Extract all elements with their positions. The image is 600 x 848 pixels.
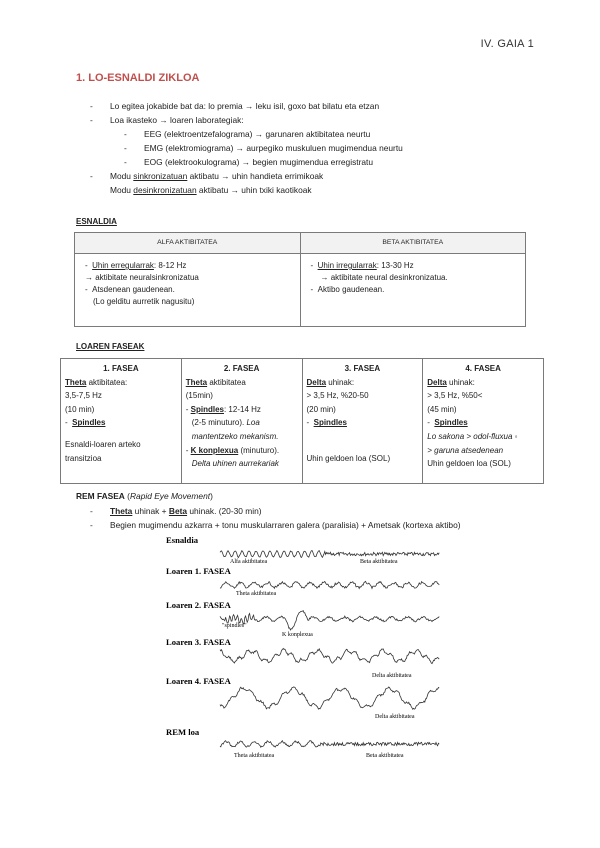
eeg-trace-fase1 (220, 581, 439, 588)
eeg-trace-fase3 (220, 648, 439, 663)
page-number: IV. GAIA 1 (480, 38, 534, 50)
eeg-label-esnaldia: Esnaldia (166, 535, 199, 545)
intro-item: Modu desinkronizatuan aktibatu → uhin txiki kaotikoak (110, 185, 312, 195)
eeg-theta1-caption: Theta aktibitatea (236, 591, 277, 597)
alfa-cell: - Uhin erregularrak: 8-12 Hz → aktibitate neuralsinkronizatua - Atsdenean gaudenean. (Lo gelditu aurretik nagusitu) (75, 254, 301, 327)
eeg-trace-fase2 (220, 611, 439, 630)
faseak-heading: LOAREN FASEAK (76, 342, 145, 351)
eeg-delta4-caption: Delta aktibitatea (375, 714, 415, 720)
section-title: 1. LO-ESNALDI ZIKLOA (76, 72, 200, 84)
eeg-figure (160, 532, 450, 764)
eeg-trace-esnaldia (220, 551, 439, 558)
intro-subitem: - EMG (elektromiograma) → aurpegiko muskuluen mugimendua neurtu (124, 143, 403, 153)
esnaldia-heading: ESNALDIA (76, 217, 117, 226)
fasea-4-cell: 4. FASEA Delta uhinak: > 3,5 Hz, %50< (45 min) - Spindles Lo sakona > odol-fluxua ◦ > garuna atsedenean Uhin geldoen loa (SOL) (423, 359, 544, 484)
eeg-label-rem: REM loa (166, 727, 200, 737)
rem-section (76, 491, 546, 531)
eeg-label-fase3: Loaren 3. FASEA (166, 637, 231, 647)
rem-item: - Begien mugimendu azkarra + tonu muskularraren galera (paralisia) + Ametsak (kortexa aktibo) (90, 520, 461, 530)
eeg-trace-fase4 (220, 687, 439, 709)
faseak-table (60, 358, 544, 484)
intro-subitem: - EOG (elektrookulograma) → begien mugimendua erregistratu (124, 157, 374, 167)
alfa-header: ALFA AKTIBITATEA (75, 233, 301, 254)
eeg-kkonplexua-caption: K konplexua (282, 632, 313, 638)
eeg-delta3-caption: Delta aktibitatea (372, 673, 412, 679)
fasea-3-cell: 3. FASEA Delta uhinak: > 3,5 Hz, %20-50 (20 min) - Spindles Uhin geldoen loa (SOL) (302, 359, 423, 484)
eeg-trace-rem (220, 741, 439, 748)
eeg-theta-rem-caption: Theta aktibitatea (234, 753, 275, 759)
rem-item: - Theta uhinak + Beta uhinak. (20-30 min) (90, 506, 262, 516)
beta-header: BETA AKTIBITATEA (300, 233, 526, 254)
intro-item: - Lo egitea jokabide bat da: lo premia → leku isil, goxo bat bilatu eta etzan (90, 101, 380, 111)
fasea-2-cell: 2. FASEA Theta aktibitatea (15min) - Spindles: 12-14 Hz (2-5 minuturo). Loa mantentzeko mekanism. - K konplexua (minuturo). Delta uhinen aurrekariak (181, 359, 302, 484)
eeg-label-fase2: Loaren 2. FASEA (166, 600, 231, 610)
rem-heading: REM FASEA (Rapid Eye Movement) (76, 491, 213, 501)
intro-list (90, 101, 530, 196)
eeg-label-fase1: Loaren 1. FASEA (166, 566, 231, 576)
intro-item: - Modu sinkronizatuan aktibatu → uhin handieta errimikoak (90, 171, 324, 181)
intro-subitem: - EEG (elektroentzefalograma) → garunaren aktibitatea neurtu (124, 129, 371, 139)
eeg-beta-rem-caption: Beta aktibitatea (366, 753, 404, 759)
eeg-alfa-caption: Alfa aktibitatea (230, 559, 268, 565)
eeg-beta-caption: Beta aktibitatea (360, 559, 398, 565)
eeg-label-fase4: Loaren 4. FASEA (166, 676, 231, 686)
eeg-spindles-caption: "spindles" (222, 623, 247, 629)
fasea-1-cell: 1. FASEA Theta aktibitatea: 3,5-7,5 Hz (10 min) - Spindles Esnaldi-loaren arteko transitzioa (61, 359, 182, 484)
intro-item: - Loa ikasteko → loaren laborategiak: (90, 115, 244, 125)
esnaldia-table (74, 232, 526, 327)
beta-cell: - Uhin irregularrak: 13-30 Hz → aktibitate neural desinkronizatua. - Aktibo gaudenean. (300, 254, 526, 327)
